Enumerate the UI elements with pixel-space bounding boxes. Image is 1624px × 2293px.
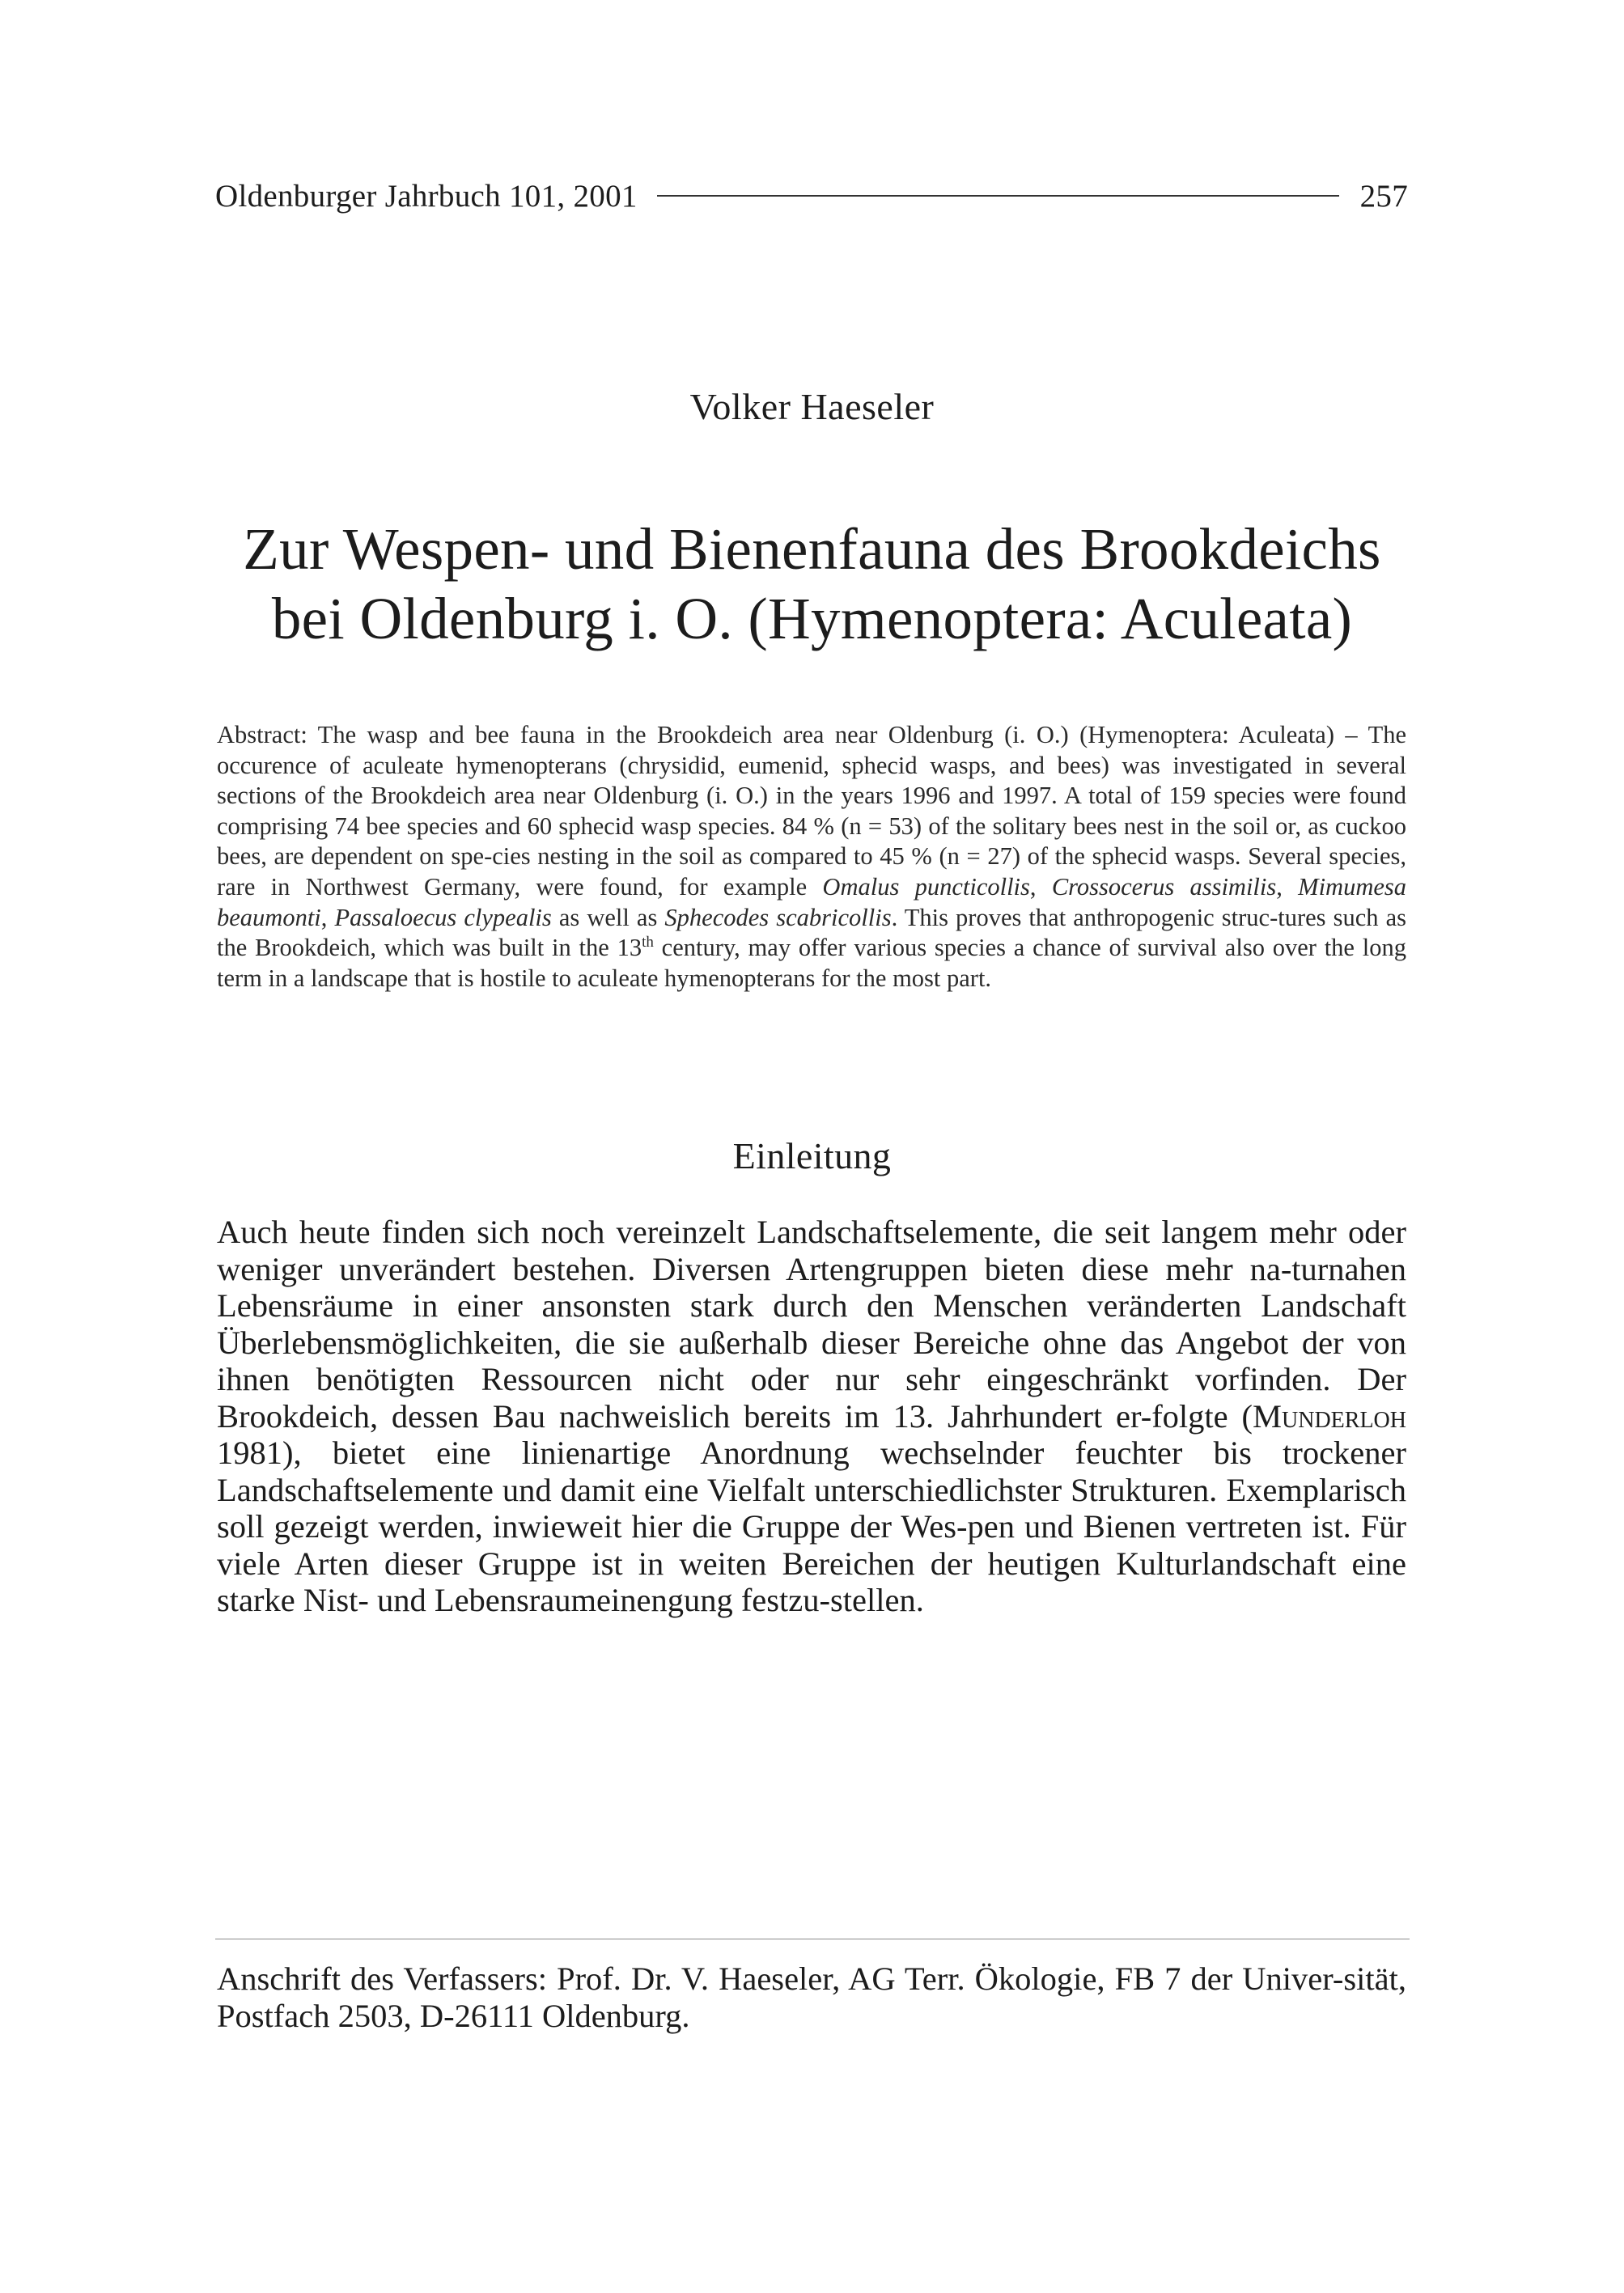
author-address-footnote: Anschrift des Verfassers: Prof. Dr. V. Haeseler, AG Terr. Ökologie, FB 7 der Univer-sität, Postfach 2503, D-26111 Oldenburg. [217,1960,1406,2034]
running-header [215,173,1408,218]
header-rule [657,195,1339,197]
abstract [217,720,1406,994]
title-line-1: Zur Wespen- und Bienenfauna des Brookdeichs [243,516,1381,582]
abstract-text-1: Abstract: The wasp and bee fauna in the Brookdeich area near Oldenburg (i. O.) (Hymenoptera: Aculeata) – The occurence of aculeate hymenopterans (chrysidid, eumenid, sphecid wasps, and bees) was investigated in several sections of the Brookdeich area near Oldenburg (i. O.) in the years 1996 and 1997. A total of 159 species were found comprising 74 bee species and 60 sphecid wasp species. 84 % (n = 53) of the solitary bees nest in the soil or, as cuckoo bees, are dependent on spe-cies nesting in the soil as compared to 45 % (n = 27) of the sphecid wasps. Several species, rare in Northwest Germany, were found, for example [217,721,1406,901]
species-name: Passaloecus clypealis [334,903,552,931]
author-name: Volker Haeseler [689,386,935,427]
abstract-separator: as well as [551,903,665,931]
journal-name: Oldenburger Jahrbuch 101, 2001 [215,178,638,214]
superscript-th: th [642,934,654,951]
abstract-separator: , [1029,872,1052,901]
section-heading: Einleitung [732,1135,892,1176]
citation-author: Munderloh [1253,1397,1406,1435]
species-name: Mimumesa beaumonti [217,872,1407,931]
abstract-separator: , [320,903,335,931]
article-title [162,515,1462,654]
introduction-paragraph [217,1214,1406,1619]
intro-text-2: 1981), bietet eine linienartige Anordnung wechselnder feuchter bis trockener Landschaftselemente und damit eine Vielfalt unterschiedlichster Strukturen. Exemplarisch soll gezeigt werden, inwieweit hier die Gruppe der Wes-pen und Bienen vertreten ist. Für viele Arten dieser Gruppe ist in weiten Bereichen der heutigen Kulturlandschaft eine starke Nist- und Lebensraumeinengung festzu-stellen. [217,1435,1406,1618]
abstract-separator: , [1276,872,1299,901]
species-name: Omalus puncticollis [822,872,1030,901]
species-name: Crossocerus assimilis [1051,872,1277,901]
abstract-text-3: century, may offer various species a chance of survival also over the long term in a landscape that is hostile to aculeate hymenopterans for the most part. [217,934,1406,992]
intro-text-1: Auch heute finden sich noch vereinzelt Landschaftselemente, die seit langem mehr oder weniger unverändert bestehen. Diversen Artengruppen bieten diese mehr na-turnahen Lebensräume in einer ansonsten stark durch den Menschen veränderten Landschaft Überlebensmöglichkeiten, die sie außerhalb dieser Bereiche ohne das Angebot der von ihnen benötigten Ressourcen nicht oder nur sehr eingeschränkt vorfinden. Der Brookdeich, dessen Bau nachweislich bereits im 13. Jahrhundert er-folgte ( [217,1214,1406,1435]
species-name: Sphecodes scabricollis [664,903,892,931]
page-number: 257 [1359,178,1408,214]
abstract-text-2: . This proves that anthropogenic struc-tures such as the Brookdeich, which was built in the 13 [217,903,1407,962]
title-line-2: bei Oldenburg i. O. (Hymenoptera: Aculeata) [271,586,1353,651]
